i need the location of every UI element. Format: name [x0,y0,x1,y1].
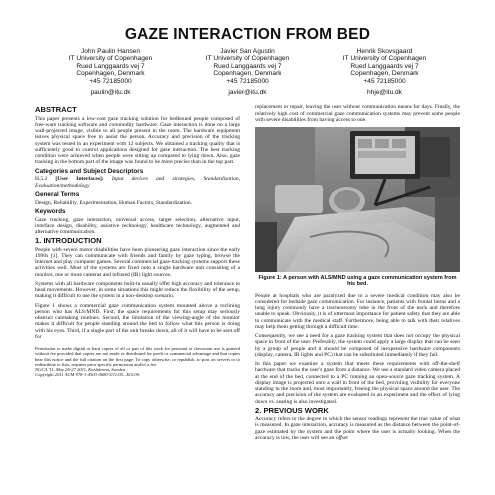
author-phone: +45 72185000 [89,77,132,85]
author-name: John Paulin Hansen [80,48,140,55]
introduction-heading: 1. INTRODUCTION [35,236,102,246]
two-column-body [35,104,460,444]
figure-photo [255,127,460,272]
body-paragraph: People at hospitals who are paralyzed due to a severe medical condition may also be considered for bedside gaze communication. For instance, patients with frontal burns and a lung injury commonly have a tracheostomy tube in the front of the neck and therefore unable to speak. Obviously, it is of uttermost importance for patient safety that they are able to communicate with the medical staff. Furthermore, being able to talk with their relatives may help them getting through a difficult time. [255,292,460,330]
previous-work-emphasis: offset [335,434,348,441]
abstract-heading: ABSTRACT [35,105,77,115]
author-block [43,48,452,96]
author-phone: +45 72185000 [226,77,269,85]
abstract-text: This paper presents a low-cost gaze tracking solution for bedbound people composed of free-ware tracking software and commodity hardware. Gaze interaction is done on a large wall-projected image, visible to all people present in the room. The hardware equipment leaves physical space free to assist the person. Accuracy and precision of the tracking system was tested in an experiment with 12 subjects. We obtained a tracking quality that is sufficiently good to control applications designed for gaze interaction. The best tracking condition were achieved when people were sitting up compared to lying down. Also, gaze tracking in the bottom part of the image was found to be more precise than in the top part. [35,115,240,166]
author-3 [317,48,452,96]
permission-text: Permission to make digital or hard copies of all or part of this work for personal or classroom use is granted without fee provided that copies are not made or distributed for profit or commercial advantage and that copies bear this notice and the full citation on the first page. To copy otherwise, or republish, to post on servers or to redistribute to lists, requires prior specific permission and/or a fee. [35,346,240,367]
author-email[interactable]: paulin@itu.dk [90,89,131,97]
introduction-paragraph: Figure 1 shows a commercial gaze communication system mounted above a reclining person who has ALS/MND. First, the space requirements for this setup may seriously obstruct caretaking routines. Second, the limitation of the viewing-angle of the monitor makes it difficult for people standing around the bed to follow what this person is doing with his eyes. Third, if a single part of the unit breaks down, all of it will have to be sent off for [35,302,240,340]
author-email[interactable]: hhje@itu.dk [367,89,402,97]
author-address: Rued Langgaards vej 7 [350,62,419,70]
author-affiliation: IT University of Copenhagen [68,55,153,63]
author-city: Copenhagen, Denmark [350,70,419,78]
categories-label: [User Interfaces]: [55,176,104,183]
bedside-gaze-system-photo [255,127,460,272]
author-city: Copenhagen, Denmark [76,70,145,78]
left-column [35,104,240,444]
categories-text [35,176,240,189]
categories-code: H.5.2 [35,176,48,183]
author-1 [43,48,178,96]
conference-line: NGCA '11, May 26-27 2011, Karlskrona, Sweden [35,367,126,372]
keywords-heading: Keywords [35,207,66,215]
categories-descriptors: Input devices and strategies, Standardization, Evaluation/methodology [35,176,241,189]
author-2 [180,48,315,96]
author-affiliation: IT University of Copenhagen [342,55,427,63]
author-name: Henrik Skovsgaard [356,48,413,55]
introduction-paragraph: People with severe motor disabilities have been pioneering gaze interaction since the early 1990s [1]. They can communicate with friends and family by gaze typing, browse the Internet and play computer games. Several commercial gaze-tracking systems support these activities well. Most of the systems are fixed onto a single hardware unit consisting of a monitor, one or more cameras and infrared (IR) light sources. [35,246,240,278]
general-terms-heading: General Terms [35,190,80,198]
copyright-line: Copyright 2011 ACM 978-1-4503-0680-5/11/05...$10.00. [35,372,141,378]
general-terms-text: Design, Reliability, Experimentation, Human Factors, Standardization. [35,199,193,206]
author-phone: +45 72185000 [363,77,406,85]
previous-work-text [255,416,460,441]
body-paragraph: Consequently, we see a need for a gaze tracking system that does not occupy the physical space in front of the user. Preferably, the system could apply a large display that can be seen by a group of people and it should be composed of inexpensive hardware components (display, camera, IR lights and PC) that can be substituted immediately if they fail. [255,333,460,358]
categories-heading: Categories and Subject Descriptors [35,167,144,175]
right-column [255,104,460,444]
figure-caption: Figure 1: A person with ALS/MND using a gaze communication system from his bed. [258,275,457,288]
keywords-text: Gaze tracking, gaze interaction, universal access, target selection, alternative input, interface design, disability, assistive technology, healthcare technology, augmented and alternative communication. [35,216,240,236]
author-name: Javier San Agustin [220,48,275,55]
previous-work-heading: 2. PREVIOUS WORK [255,405,329,415]
permission-notice [35,346,240,377]
introduction-paragraph: Systems with all hardware components built-in usually offer high accuracy and tolerance to head movements. However, in some situations this might reduce the flexibility of the setup, making it difficult to use the system in a non-desktop scenario. [35,280,240,300]
author-address: Rued Langgaards vej 7 [76,62,145,70]
previous-work-body: Accuracy refers to the degree to which the sensor readings represent the true value of what is measured. In gaze interaction, accuracy is measured as the distance between the point-of-gaze estimated by the system and the point where the user is actually looking. When the accuracy is low, the user will see an [255,416,460,441]
author-affiliation: IT University of Copenhagen [205,55,290,63]
author-city: Copenhagen, Denmark [213,70,282,78]
author-address: Rued Langgaards vej 7 [213,62,282,70]
paper-title: GAZE INTERACTION FROM BED [124,26,371,43]
continued-paragraph: replacement or repair, leaving the user without communication means for days. Finally, the relatively high cost of commercial gaze communication systems may prevent some people with severe disabilities from having access to one. [255,104,460,123]
body-paragraph: In this paper we examine a system that meets these requirements with off-the-shelf hardware that tracks the user's gaze from a distance. We use a standard video camera placed at the end of the bed, connected to a PC running an open-source gaze tracking system. A display image is projected onto a wall in front of the bed, providing visibility for everyone standing in the room and, most importantly, freeing the physical space around the user. The accuracy and precision of the system are evaluated in an experiment and the effect of lying down vs. seating is also investigated. [255,361,460,405]
author-email[interactable]: javier@itu.dk [228,89,267,97]
